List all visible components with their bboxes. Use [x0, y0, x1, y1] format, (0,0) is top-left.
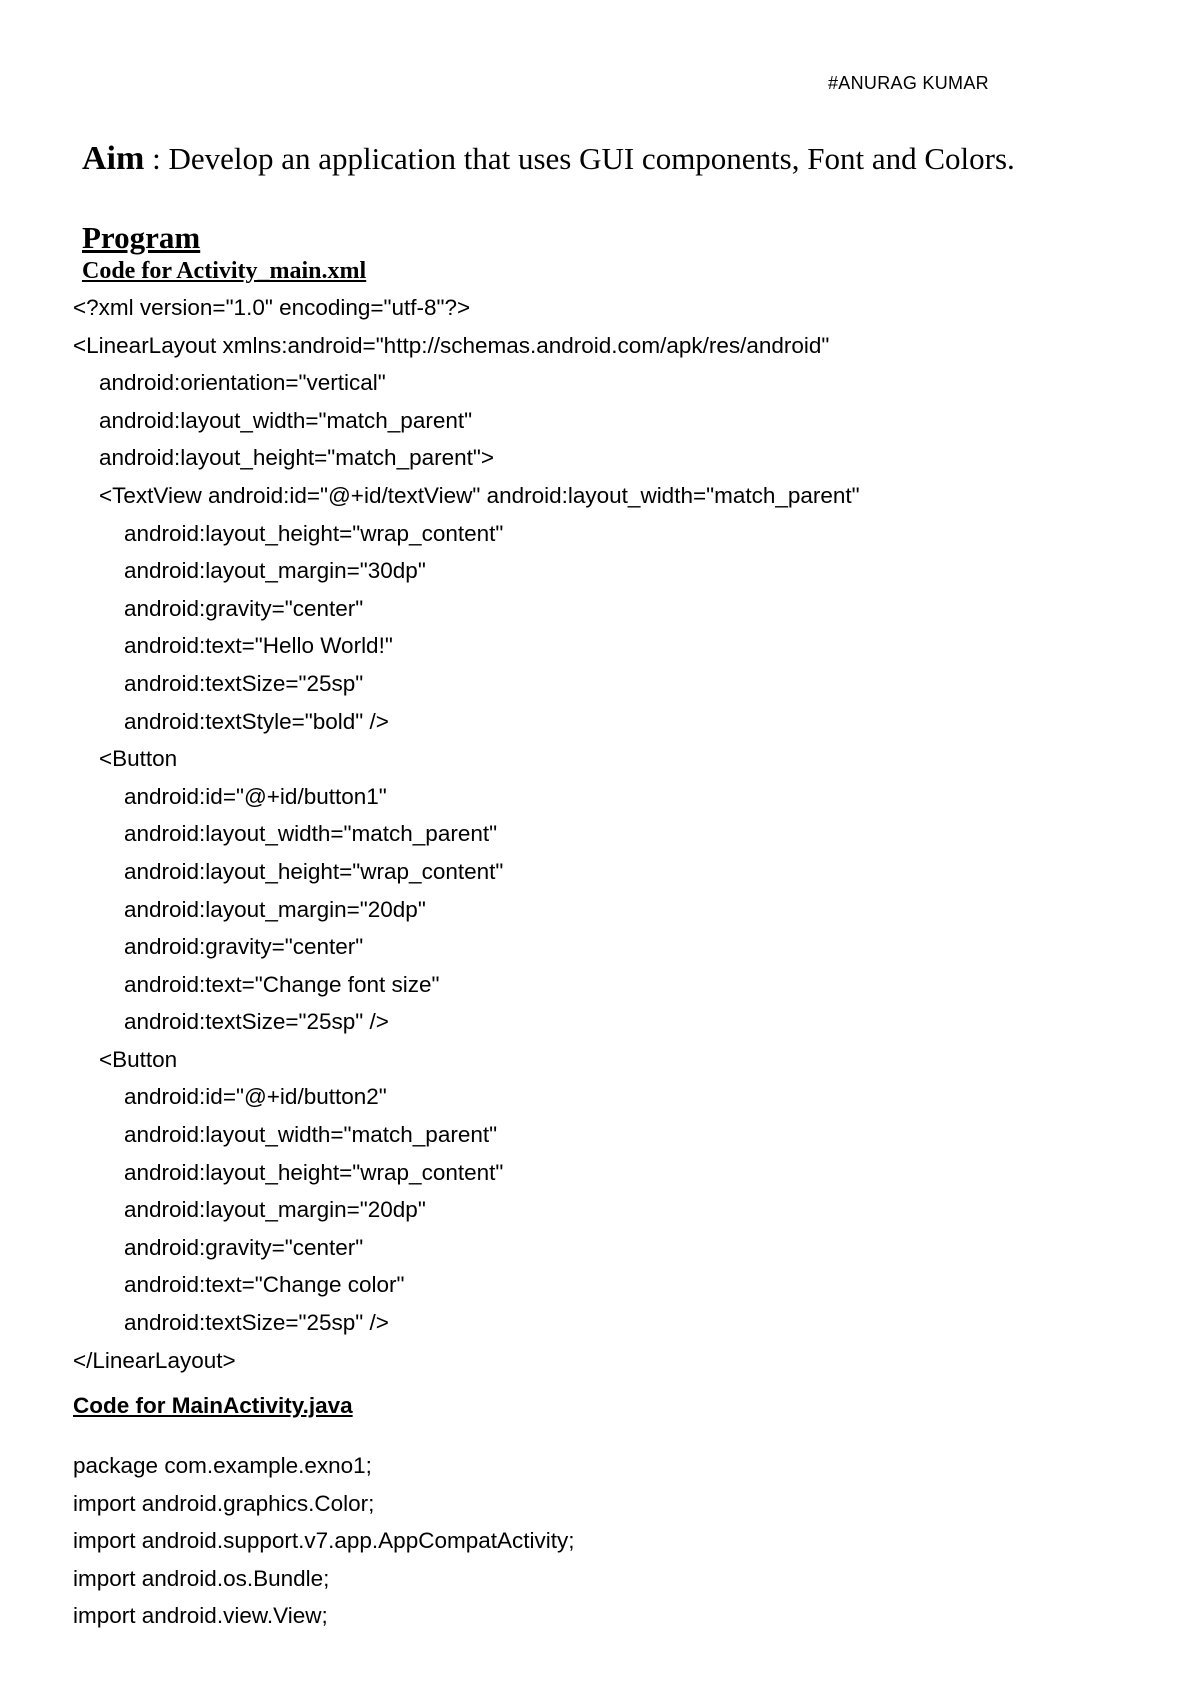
xml-code-line: android:layout_margin="30dp" [124, 558, 426, 584]
xml-code-line: android:layout_width="match_parent" [99, 407, 473, 433]
java-code-line: package com.example.exno1; [73, 1453, 372, 1478]
xml-code-line: <Button [99, 1046, 178, 1072]
xml-code-line: </LinearLayout> [73, 1347, 236, 1373]
java-code-line: import android.view.View; [73, 1603, 328, 1629]
xml-code-line: android:textSize="25sp" /> [124, 1310, 389, 1336]
xml-code-line: android:orientation="vertical" [99, 370, 386, 396]
program-heading: Program [82, 220, 201, 255]
xml-code-line: android:layout_width="match_parent" [124, 1122, 498, 1148]
xml-code-line: android:gravity="center" [124, 595, 364, 621]
java-code-line: import android.os.Bundle; [73, 1565, 330, 1591]
xml-code-line: android:id="@+id/button2" [124, 1084, 387, 1110]
xml-code-line: android:layout_margin="20dp" [124, 896, 426, 922]
aim-statement [82, 140, 1015, 178]
xml-code-line: android:textStyle="bold" /> [124, 708, 389, 734]
xml-code-line: android:layout_margin="20dp" [124, 1197, 426, 1223]
xml-code-line: android:textSize="25sp" /> [124, 1009, 389, 1035]
aim-text: Develop an application that uses GUI components, Font and Colors. [168, 141, 1015, 176]
xml-code-line: android:layout_height="wrap_content" [124, 520, 504, 546]
xml-code-line: <?xml version="1.0" encoding="utf-8"?> [73, 295, 471, 320]
xml-code-line: <LinearLayout xmlns:android="http://schemas.android.com/apk/res/android" [73, 332, 830, 358]
aim-separator: : [144, 141, 169, 176]
xml-code-heading: Code for Activity_main.xml [82, 258, 367, 284]
xml-code-line: android:id="@+id/button1" [124, 783, 387, 809]
java-code-line: import android.graphics.Color; [73, 1490, 375, 1516]
xml-code-line: android:gravity="center" [124, 934, 364, 960]
xml-code-line: android:gravity="center" [124, 1234, 364, 1260]
xml-code-line: android:layout_width="match_parent" [124, 821, 498, 847]
java-code-block [73, 1447, 575, 1635]
xml-code-line: android:layout_height="wrap_content" [124, 1159, 504, 1185]
xml-code-line: android:layout_height="wrap_content" [124, 858, 504, 884]
java-code-heading: Code for MainActivity.java [73, 1393, 353, 1418]
xml-code-line: android:text="Change color" [124, 1272, 405, 1298]
xml-code-line: android:text="Change font size" [124, 971, 440, 997]
xml-code-line: android:layout_height="match_parent"> [99, 445, 495, 471]
xml-code-line: <Button [99, 746, 178, 772]
xml-code-line: android:text="Hello World!" [124, 633, 393, 659]
aim-label: Aim [82, 140, 145, 177]
java-code-line: import android.support.v7.app.AppCompatActivity; [73, 1528, 575, 1554]
xml-code-line: android:textSize="25sp" [124, 670, 364, 696]
xml-code-line: <TextView android:id="@+id/textView" android:layout_width="match_parent" [99, 482, 860, 508]
author-header: #ANURAG KUMAR [828, 73, 989, 93]
xml-code-block [73, 289, 860, 1379]
